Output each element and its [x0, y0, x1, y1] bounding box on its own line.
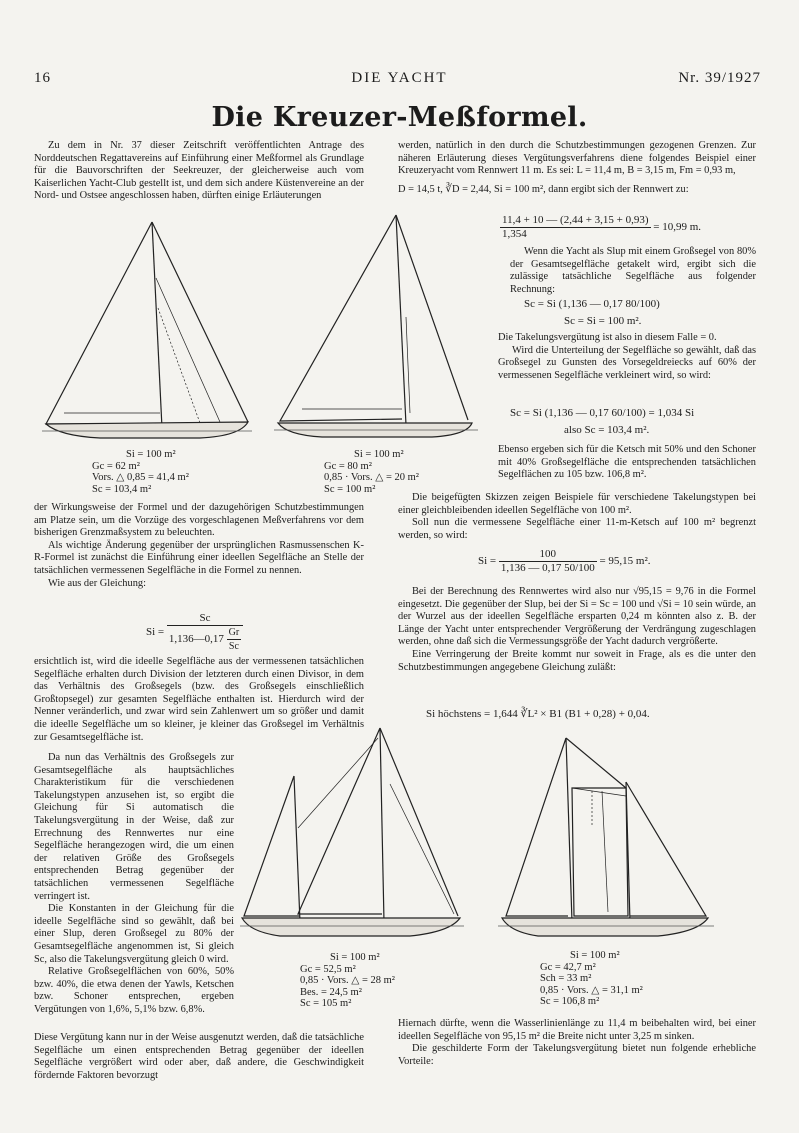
paragraph: Wird die Unterteilung der Segelfläche so gewählt, daß das Großsegel zu Gunsten des Vorsegeldreiecks auf 60% der vermessenen Segelfläche verkleinert wird, so wird: — [498, 344, 756, 381]
paragraph: Die beigefügten Skizzen zeigen Beispiele für verschiedene Takelungstypen bei einer gleichbleibenden ideellen Segelfläche von 100 m². — [398, 492, 756, 516]
paragraph: Wenn die Yacht als Slup mit einem Großsegel von 80% der Gesamtsegelfläche getakelt wird, ergibt sich die zulässige tatsächliche Segelfläche aus folgender Rechnung: — [510, 246, 756, 295]
paragraph: Wie aus der Gleichung: — [48, 577, 146, 589]
paragraph: werden, natürlich in den durch die Schutzbestimmungen gezogenen Grenzen. Zur näheren Erläuterung dieses Vergütungsverfahrens diene folgendes Beispiel einer Kreuzeryacht vom Rennwert 11 m. Es sei: L = 11,4 m, B = 3,15 m, Fm = 0,93 m, — [398, 140, 756, 177]
page-number: 16 — [34, 70, 51, 86]
paragraph: Eine Verringerung der Breite kommt nur soweit in Frage, als es die unter den Schutzbestimmungen angegebene Gleichung zuläßt: — [398, 648, 756, 673]
caption-fig3: Si = 100 m² Gc = 52,5 m² 0,85 · Vors. △ = 28 m² Bes. = 24,5 m² Sc = 105 m² — [300, 952, 395, 1010]
right-col-bottom — [398, 1018, 756, 1068]
formula-60: Sc = Si (1,136 — 0,17 60/100) = 1,034 Si also Sc = 103,4 m². — [510, 407, 695, 436]
formula-rennwert: $\frac{11,4 + 10 — (2,44 + 3,15 + 0,93)}{1,354}$ = 10,99 m. — [502, 214, 702, 240]
paragraph: Relative Großsegelflächen von 60%, 50% bzw. 40%, die etwa denen der Yawls, Ketschen bzw. Schoner entsprechen, ergeben Vergütungen von 1,6%, 5,1% bzw. 6,8%. — [34, 966, 234, 1015]
paragraph: Die geschilderte Form der Takelungsvergütung bietet nun folgende erhebliche Vorteile: — [398, 1043, 756, 1067]
paragraph: D = 14,5 t, ∛D = 2,44, Si = 100 m², dann ergibt sich der Rennwert zu: — [398, 183, 689, 195]
right-col-c2 — [398, 492, 756, 542]
sloop-sketch-1 — [40, 218, 255, 443]
right-col-d — [398, 586, 756, 674]
journal-name: DIE YACHT — [351, 70, 448, 86]
article-title: Die Kreuzer-Meßformel. — [211, 102, 588, 133]
intro-paragraph — [34, 140, 364, 203]
paragraph: Die Konstanten in der Gleichung für die ideelle Segelfläche sind so gewählt, daß bei einer Slup, deren Großsegel zu 80% der Gesamtsegelfläche angenommen ist, Si gleich Sc, also die Takelungsvergütung gleich 0 wird. — [34, 903, 234, 965]
right-col-top — [398, 140, 756, 196]
caption-fig1: Si = 100 m² Gc = 62 m² Vors. △ 0,85 = 41,4 m² Sc = 103,4 m² — [92, 449, 189, 495]
right-col-slup — [510, 246, 756, 296]
caption-fig2: Si = 100 m² Gc = 80 m² 0,85 · Vors. △ = 20 m² Sc = 100 m² — [324, 449, 419, 495]
paragraph: Bei der Berechnung des Rennwertes wird also nur √95,15 = 9,76 in die Formel eingesetzt. Die gegenüber der Slup, bei der Si = Sc = 100 und √Si = 10 sein würde, an der Wurzel aus der ideellen Segelfläche ersparten 0,24 m könnten also z. B. der Länge der Yacht unter entsprechender Vergrößerung der Verdrängung zugeschlagen werden, ohne daß sich die Vermessungsgröße der Yacht dadurch vergrößerte. — [398, 586, 756, 648]
paragraph: Diese Vergütung kann nur in der Weise ausgenutzt werden, daß die tatsächliche Segelfläche um einen entsprechenden Betrag gegenüber der ideellen Segelfläche vergrößert wird oder aber, daß andere, die Geschwindigkeit fördernde Faktoren bevorzugt — [34, 1032, 364, 1081]
paragraph: Ebenso ergeben sich für die Ketsch mit 50% und den Schoner mit 40% Großsegelfläche die entsprechenden tatsächlichen Segelflächen zu 105 bzw. 106,8 m². — [498, 444, 756, 481]
fraction: Sc 1,136—0,17 $\frac{Gr}{Sc}$ — [167, 612, 243, 653]
left-col-bottom — [34, 1032, 364, 1082]
fraction: $\frac{11,4 + 10 — (2,44 + 3,15 + 0,93)}{1,354}$ — [502, 214, 649, 240]
paragraph: der Wirkungsweise der Formel und der dazugehörigen Schutzbestimmungen am Platze sein, um die Vorzüge des vorgeschlagenen Meßverfahrens vor dem bisherigen Grenzmaßsystem zu beleuchten. — [34, 502, 364, 539]
paragraph: Hiernach dürfte, wenn die Wasserlinienlänge zu 11,4 m beibehalten wird, bei einer ideellen Segelfläche von 95,15 m² die Breite nicht unter 3,25 m sinken. — [398, 1018, 756, 1042]
formula-ketsch: Si = $\frac{100}{1,136 — 0,17 50/100}$ = 95,15 m². — [478, 548, 651, 574]
right-col-c1 — [498, 444, 756, 482]
sloop-sketch-2 — [272, 213, 482, 443]
left-col-narrow — [34, 752, 234, 1016]
paragraph: Als wichtige Änderung gegenüber der ursprünglichen Rasmussenschen K-R-Formel ist zunächst die Einführung einer ideellen Segelfläche an Stelle der tatsächlichen vermessenen Segelfläche in die Formel zu nennen. — [34, 539, 364, 576]
formula-breite: Si höchstens = 1,644 ∛L² × B1 (B1 + 0,28) + 0,04. — [426, 708, 650, 720]
fraction: $\frac{100}{1,136 — 0,17 50/100}$ — [500, 548, 595, 574]
schooner-sketch — [498, 736, 718, 946]
ketsch-sketch — [240, 726, 465, 946]
paragraph: Da nun das Verhältnis des Großsegels zur Gesamtsegelfläche als hauptsächliches Charakteristikum für die verschiedenen Takelungstypen anzusehen ist, so ergibt die Gleichung für Si automatisch die Takelungsvergütung in der Weise, daß zur Errechnung des Rennwertes nur eine Segelfläche herangezogen wird, die um einen der relativen Größe des Großsegels entsprechenden Betrag gegenüber der tatsächlichen vermessenen Segelfläche verringert ist. — [34, 752, 234, 902]
paragraph: Zu dem in Nr. 37 dieser Zeitschrift veröffentlichten Antrage des Norddeutschen Regattavereins auf Einführung einer Meßformel als Grundlage für die Bauvorschriften der Seekreuzer, der gleicherweise auch vom Kaiserlichen Yacht-Club gestellt ist, und dem sich andere Küstenvereine an der Nord- und Ostsee angeschlossen haben, dürften einige Erläuterungen — [34, 140, 364, 202]
left-col-mid — [34, 502, 364, 590]
paragraph: Die Takelungsvergütung ist also in diesem Falle = 0. — [498, 332, 717, 343]
formula-slup: Sc = Si (1,136 — 0,17 80/100) Sc = Si = 100 m². — [524, 298, 660, 327]
issue-number: Nr. 39/1927 — [678, 70, 761, 86]
paragraph: Soll nun die vermessene Segelfläche einer 11-m-Ketsch auf 100 m² begrenzt werden, so wird: — [398, 517, 756, 541]
formula-main: Si = Sc 1,136—0,17 $\frac{Gr}{Sc}$ — [146, 612, 243, 653]
caption-fig4: Si = 100 m² Gc = 42,7 m² Sch = 33 m² 0,85 · Vors. △ = 31,1 m² Sc = 106,8 m² — [540, 950, 643, 1008]
right-col-b — [498, 332, 756, 382]
paragraph: ersichtlich ist, wird die ideelle Segelfläche aus der vermessenen tatsächlichen Segelfläche erhalten durch Division der letzteren durch einen Divisor, in dem das Verhältnis des Großsegels (bzw. des Großsegels einschließlich Großtopsegel) zur gesamten Segelfläche enthalten ist. Hierdurch wird der Nenner veränderlich, und zwar wird sein Zahlenwert um so größer und damit die ideelle Segelfläche um so kleiner, je kleiner das Großsegel im Verhältnis zur Gesamtsegelfläche ist. — [34, 656, 364, 743]
